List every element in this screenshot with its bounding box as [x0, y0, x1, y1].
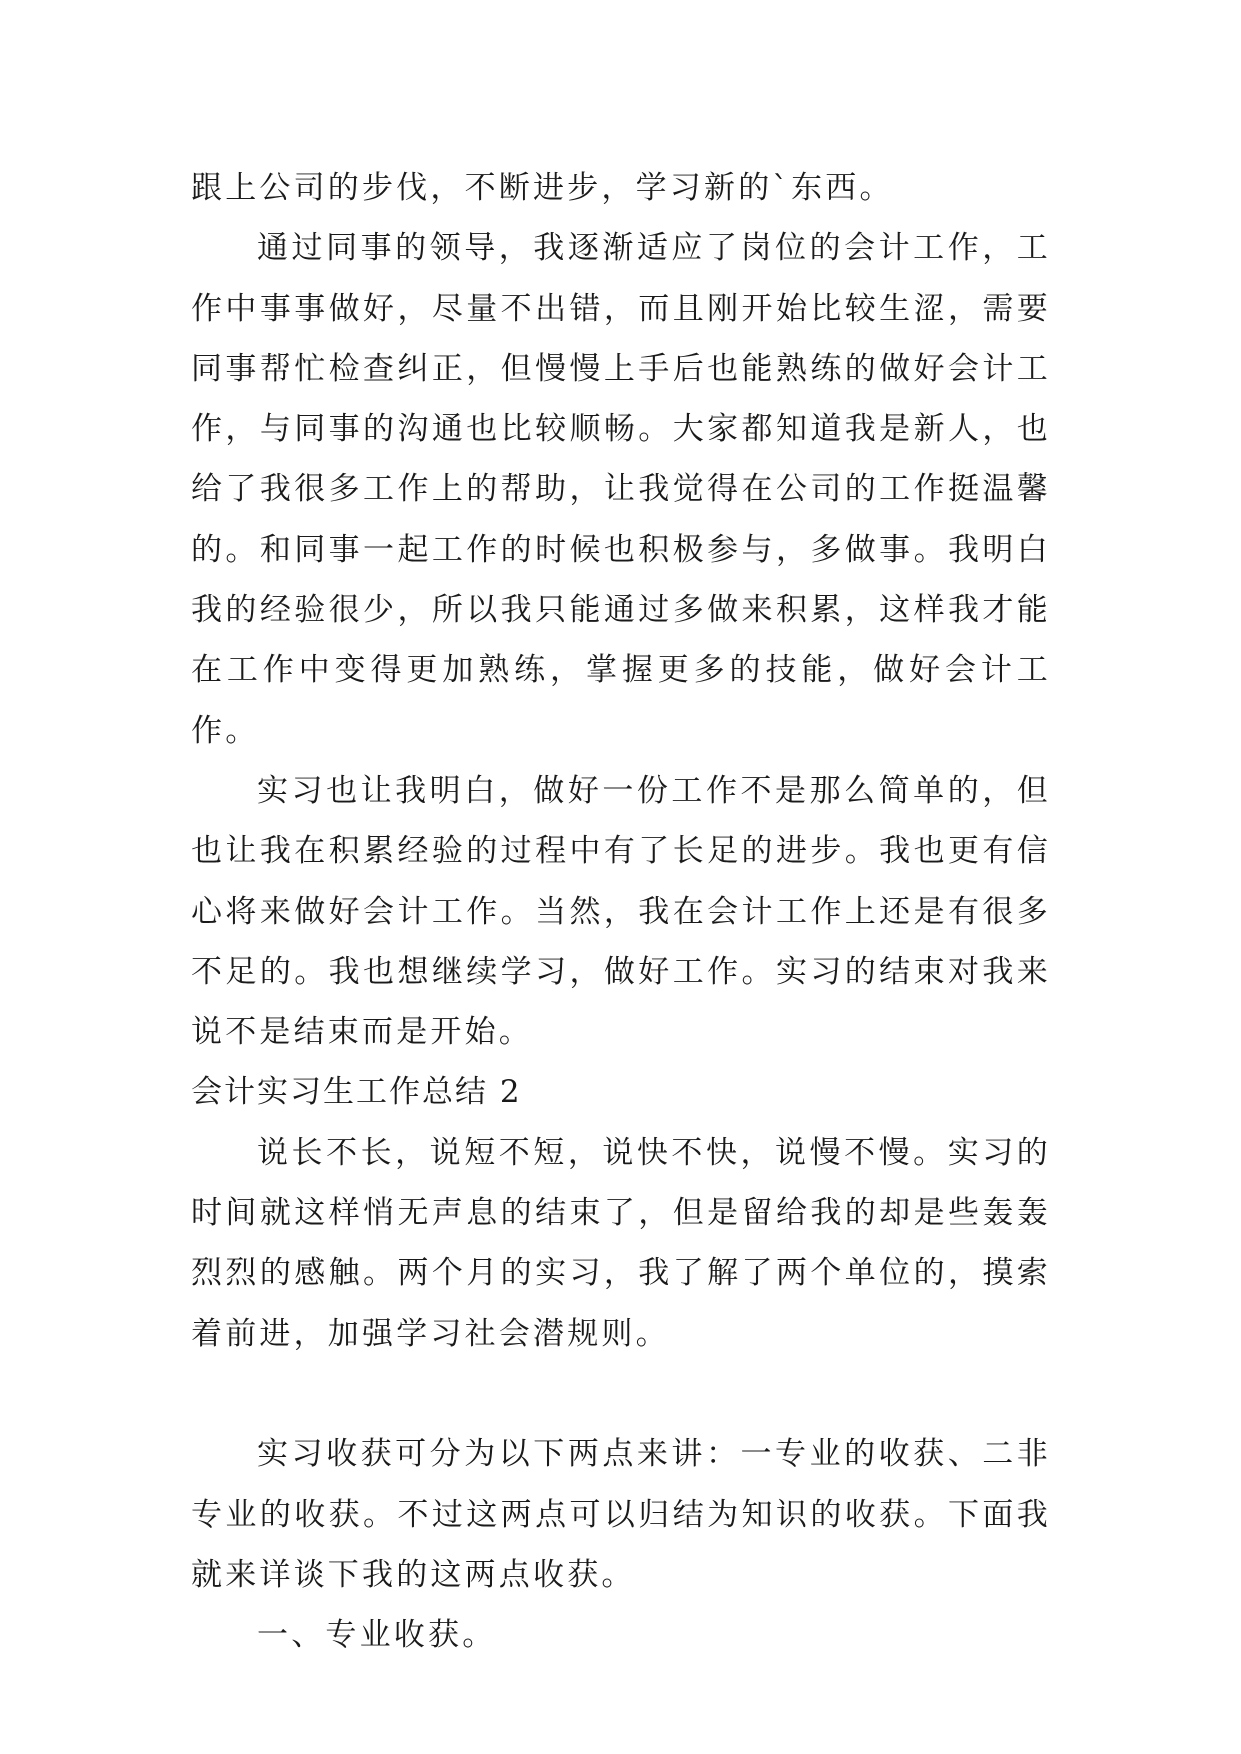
- paragraph-6: 一、专业收获。: [257, 1617, 497, 1654]
- paragraph-5: 实习收获可分为以下两点来讲：一专业的收获、二非专业的收获。不过这两点可以归结为知识的收获。下面我就来详谈下我的这两点收获。: [191, 1436, 1051, 1593]
- document-body: [191, 158, 1051, 1665]
- paragraph-2: 通过同事的领导，我逐渐适应了岗位的会计工作，工作中事事做好，尽量不出错，而且刚开始比较生涩，需要同事帮忙检查纠正，但慢慢上手后也能熟练的做好会计工作，与同事的沟通也比较顺畅。大家都知道我是新人，也给了我很多工作上的帮助，让我觉得在公司的工作挺温馨的。和同事一起工作的时候也积极参与，多做事。我明白我的经验很少，所以我只能通过多做来积累，这样我才能在工作中变得更加熟练，掌握更多的技能，做好会计工作。: [191, 230, 1051, 749]
- paragraph-3: 实习也让我明白，做好一份工作不是那么简单的，但也让我在积累经验的过程中有了长足的进步。我也更有信心将来做好会计工作。当然，我在会计工作上还是有很多不足的。我也想继续学习，做好工作。实习的结束对我来说不是结束而是开始。: [191, 772, 1051, 1051]
- paragraph-1: 跟上公司的步伐，不断进步，学习新的`东西。: [191, 170, 894, 206]
- section-title: 会计实习生工作总结 2: [191, 1074, 522, 1111]
- paragraph-4: 说长不长，说短不短，说快不快，说慢不慢。实习的时间就这样悄无声息的结束了，但是留给我的却是些轰轰烈烈的感触。两个月的实习，我了解了两个单位的，摸索着前进，加强学习社会潜规则。: [191, 1134, 1051, 1352]
- blank-line: [191, 1364, 1051, 1424]
